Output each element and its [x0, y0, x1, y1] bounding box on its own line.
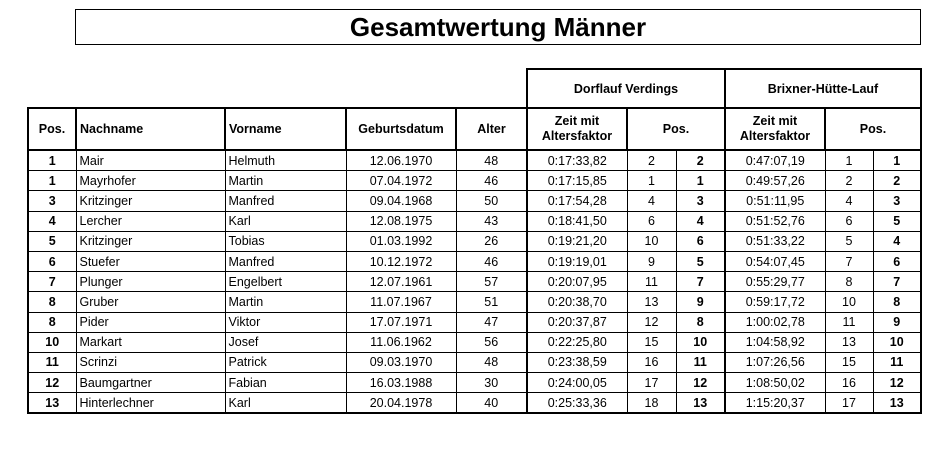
cell-race1-rank: 3 [676, 191, 725, 211]
cell-race1-zeit: 0:20:37,87 [527, 312, 627, 332]
table-row [28, 393, 921, 414]
cell-race1-pos: 10 [627, 231, 676, 251]
zeit-line1: Zeit mit [554, 114, 600, 128]
table-row [28, 352, 921, 372]
cell-nachname: Kritzinger [76, 191, 225, 211]
cell-race2-rank: 4 [873, 231, 921, 251]
cell-race2-pos: 2 [825, 171, 873, 191]
cell-pos: 1 [28, 150, 76, 171]
table-row [28, 292, 921, 312]
cell-race1-zeit: 0:22:25,80 [527, 332, 627, 352]
cell-race2-pos: 7 [825, 251, 873, 271]
cell-alter: 40 [456, 393, 527, 414]
cell-race1-pos: 13 [627, 292, 676, 312]
cell-geburtsdatum: 11.06.1962 [346, 332, 456, 352]
cell-race1-rank: 2 [676, 150, 725, 171]
cell-vorname: Patrick [225, 352, 346, 372]
cell-race2-rank: 6 [873, 251, 921, 271]
cell-race1-pos: 15 [627, 332, 676, 352]
cell-race1-pos: 16 [627, 352, 676, 372]
cell-vorname: Josef [225, 332, 346, 352]
cell-alter: 26 [456, 231, 527, 251]
cell-race1-rank: 9 [676, 292, 725, 312]
cell-nachname: Hinterlechner [76, 393, 225, 414]
cell-race1-pos: 2 [627, 150, 676, 171]
cell-race2-rank: 1 [873, 150, 921, 171]
cell-alter: 47 [456, 312, 527, 332]
cell-race2-pos: 15 [825, 352, 873, 372]
cell-race1-rank: 11 [676, 352, 725, 372]
cell-race1-rank: 6 [676, 231, 725, 251]
cell-race2-pos: 11 [825, 312, 873, 332]
table-row [28, 312, 921, 332]
col-header-race1-zeit [527, 108, 627, 150]
cell-race2-rank: 11 [873, 352, 921, 372]
cell-race2-zeit: 1:08:50,02 [725, 373, 825, 393]
cell-geburtsdatum: 09.03.1970 [346, 352, 456, 372]
cell-nachname: Lercher [76, 211, 225, 231]
cell-race1-rank: 12 [676, 373, 725, 393]
cell-race2-zeit: 1:04:58,92 [725, 332, 825, 352]
cell-nachname: Stuefer [76, 251, 225, 271]
cell-alter: 30 [456, 373, 527, 393]
cell-pos: 6 [28, 251, 76, 271]
cell-race1-zeit: 0:25:33,36 [527, 393, 627, 414]
table-row [28, 191, 921, 211]
cell-pos: 5 [28, 231, 76, 251]
cell-alter: 46 [456, 171, 527, 191]
cell-race2-rank: 9 [873, 312, 921, 332]
cell-race1-zeit: 0:20:07,95 [527, 272, 627, 292]
cell-nachname: Scrinzi [76, 352, 225, 372]
cell-race1-pos: 4 [627, 191, 676, 211]
cell-race2-rank: 7 [873, 272, 921, 292]
cell-race2-pos: 13 [825, 332, 873, 352]
cell-race2-rank: 13 [873, 393, 921, 414]
cell-nachname: Baumgartner [76, 373, 225, 393]
cell-race2-zeit: 0:59:17,72 [725, 292, 825, 312]
cell-vorname: Martin [225, 171, 346, 191]
cell-geburtsdatum: 20.04.1978 [346, 393, 456, 414]
cell-alter: 43 [456, 211, 527, 231]
cell-nachname: Markart [76, 332, 225, 352]
cell-race1-pos: 1 [627, 171, 676, 191]
cell-geburtsdatum: 01.03.1992 [346, 231, 456, 251]
cell-race1-pos: 18 [627, 393, 676, 414]
cell-vorname: Martin [225, 292, 346, 312]
cell-alter: 46 [456, 251, 527, 271]
cell-race1-rank: 4 [676, 211, 725, 231]
cell-nachname: Plunger [76, 272, 225, 292]
zeit-line2: Altersfaktor [739, 129, 811, 143]
col-header-pos: Pos. [28, 108, 76, 150]
cell-geburtsdatum: 09.04.1968 [346, 191, 456, 211]
cell-geburtsdatum: 17.07.1971 [346, 312, 456, 332]
cell-race2-rank: 10 [873, 332, 921, 352]
cell-race1-zeit: 0:20:38,70 [527, 292, 627, 312]
cell-race2-rank: 8 [873, 292, 921, 312]
cell-race1-pos: 11 [627, 272, 676, 292]
cell-race2-pos: 4 [825, 191, 873, 211]
cell-race2-rank: 2 [873, 171, 921, 191]
cell-race2-zeit: 0:51:11,95 [725, 191, 825, 211]
cell-race2-pos: 1 [825, 150, 873, 171]
cell-race1-zeit: 0:19:19,01 [527, 251, 627, 271]
table-row [28, 150, 921, 171]
cell-race1-zeit: 0:17:54,28 [527, 191, 627, 211]
cell-race1-zeit: 0:19:21,20 [527, 231, 627, 251]
cell-race2-pos: 6 [825, 211, 873, 231]
cell-vorname: Karl [225, 211, 346, 231]
cell-geburtsdatum: 10.12.1972 [346, 251, 456, 271]
cell-race1-pos: 6 [627, 211, 676, 231]
cell-geburtsdatum: 07.04.1972 [346, 171, 456, 191]
group-header-race2: Brixner-Hütte-Lauf [725, 69, 921, 108]
cell-race2-zeit: 0:47:07,19 [725, 150, 825, 171]
cell-race2-pos: 10 [825, 292, 873, 312]
table-row [28, 171, 921, 191]
cell-race2-rank: 12 [873, 373, 921, 393]
cell-pos: 4 [28, 211, 76, 231]
cell-race2-rank: 5 [873, 211, 921, 231]
cell-nachname: Pider [76, 312, 225, 332]
page-title: Gesamtwertung Männer [75, 9, 921, 45]
cell-race2-zeit: 0:54:07,45 [725, 251, 825, 271]
cell-vorname: Karl [225, 393, 346, 414]
cell-pos: 11 [28, 352, 76, 372]
cell-race2-pos: 17 [825, 393, 873, 414]
cell-geburtsdatum: 12.06.1970 [346, 150, 456, 171]
cell-race1-rank: 10 [676, 332, 725, 352]
cell-alter: 48 [456, 150, 527, 171]
cell-nachname: Mair [76, 150, 225, 171]
table-row [28, 251, 921, 271]
cell-alter: 48 [456, 352, 527, 372]
cell-race1-pos: 12 [627, 312, 676, 332]
cell-vorname: Fabian [225, 373, 346, 393]
col-header-vorname: Vorname [225, 108, 346, 150]
cell-race2-zeit: 1:15:20,37 [725, 393, 825, 414]
cell-race1-rank: 5 [676, 251, 725, 271]
table-row [28, 332, 921, 352]
cell-pos: 1 [28, 171, 76, 191]
col-header-race1-pos: Pos. [627, 108, 725, 150]
cell-race1-pos: 17 [627, 373, 676, 393]
cell-race2-zeit: 0:49:57,26 [725, 171, 825, 191]
cell-vorname: Engelbert [225, 272, 346, 292]
cell-pos: 13 [28, 393, 76, 414]
cell-race1-zeit: 0:17:33,82 [527, 150, 627, 171]
cell-alter: 50 [456, 191, 527, 211]
header-spacer [28, 69, 527, 108]
cell-nachname: Mayrhofer [76, 171, 225, 191]
cell-vorname: Manfred [225, 191, 346, 211]
cell-race1-rank: 7 [676, 272, 725, 292]
cell-geburtsdatum: 16.03.1988 [346, 373, 456, 393]
cell-race2-pos: 16 [825, 373, 873, 393]
cell-race2-rank: 3 [873, 191, 921, 211]
cell-vorname: Helmuth [225, 150, 346, 171]
cell-race2-zeit: 0:51:52,76 [725, 211, 825, 231]
cell-vorname: Tobias [225, 231, 346, 251]
cell-race1-zeit: 0:18:41,50 [527, 211, 627, 231]
cell-race1-zeit: 0:17:15,85 [527, 171, 627, 191]
cell-race2-zeit: 0:55:29,77 [725, 272, 825, 292]
col-header-geburtsdatum: Geburtsdatum [346, 108, 456, 150]
col-header-race2-pos: Pos. [825, 108, 921, 150]
cell-geburtsdatum: 12.08.1975 [346, 211, 456, 231]
group-header-race1: Dorflauf Verdings [527, 69, 725, 108]
cell-pos: 10 [28, 332, 76, 352]
cell-alter: 56 [456, 332, 527, 352]
table-row [28, 231, 921, 251]
col-header-race2-zeit [725, 108, 825, 150]
cell-race2-pos: 8 [825, 272, 873, 292]
cell-geburtsdatum: 12.07.1961 [346, 272, 456, 292]
table-row [28, 211, 921, 231]
cell-nachname: Gruber [76, 292, 225, 312]
table-row [28, 373, 921, 393]
cell-race1-zeit: 0:23:38,59 [527, 352, 627, 372]
cell-race1-zeit: 0:24:00,05 [527, 373, 627, 393]
cell-alter: 51 [456, 292, 527, 312]
col-header-nachname: Nachname [76, 108, 225, 150]
cell-pos: 3 [28, 191, 76, 211]
table-row [28, 272, 921, 292]
zeit-line1: Zeit mit [752, 114, 798, 128]
cell-race2-zeit: 0:51:33,22 [725, 231, 825, 251]
col-header-alter: Alter [456, 108, 527, 150]
cell-race2-zeit: 1:07:26,56 [725, 352, 825, 372]
cell-geburtsdatum: 11.07.1967 [346, 292, 456, 312]
cell-race1-rank: 8 [676, 312, 725, 332]
cell-race1-rank: 1 [676, 171, 725, 191]
zeit-line2: Altersfaktor [541, 129, 613, 143]
cell-pos: 7 [28, 272, 76, 292]
cell-pos: 8 [28, 312, 76, 332]
cell-nachname: Kritzinger [76, 231, 225, 251]
cell-race1-pos: 9 [627, 251, 676, 271]
cell-pos: 8 [28, 292, 76, 312]
cell-pos: 12 [28, 373, 76, 393]
cell-race2-zeit: 1:00:02,78 [725, 312, 825, 332]
cell-vorname: Viktor [225, 312, 346, 332]
results-table [27, 68, 922, 414]
cell-race2-pos: 5 [825, 231, 873, 251]
cell-race1-rank: 13 [676, 393, 725, 414]
cell-alter: 57 [456, 272, 527, 292]
cell-vorname: Manfred [225, 251, 346, 271]
